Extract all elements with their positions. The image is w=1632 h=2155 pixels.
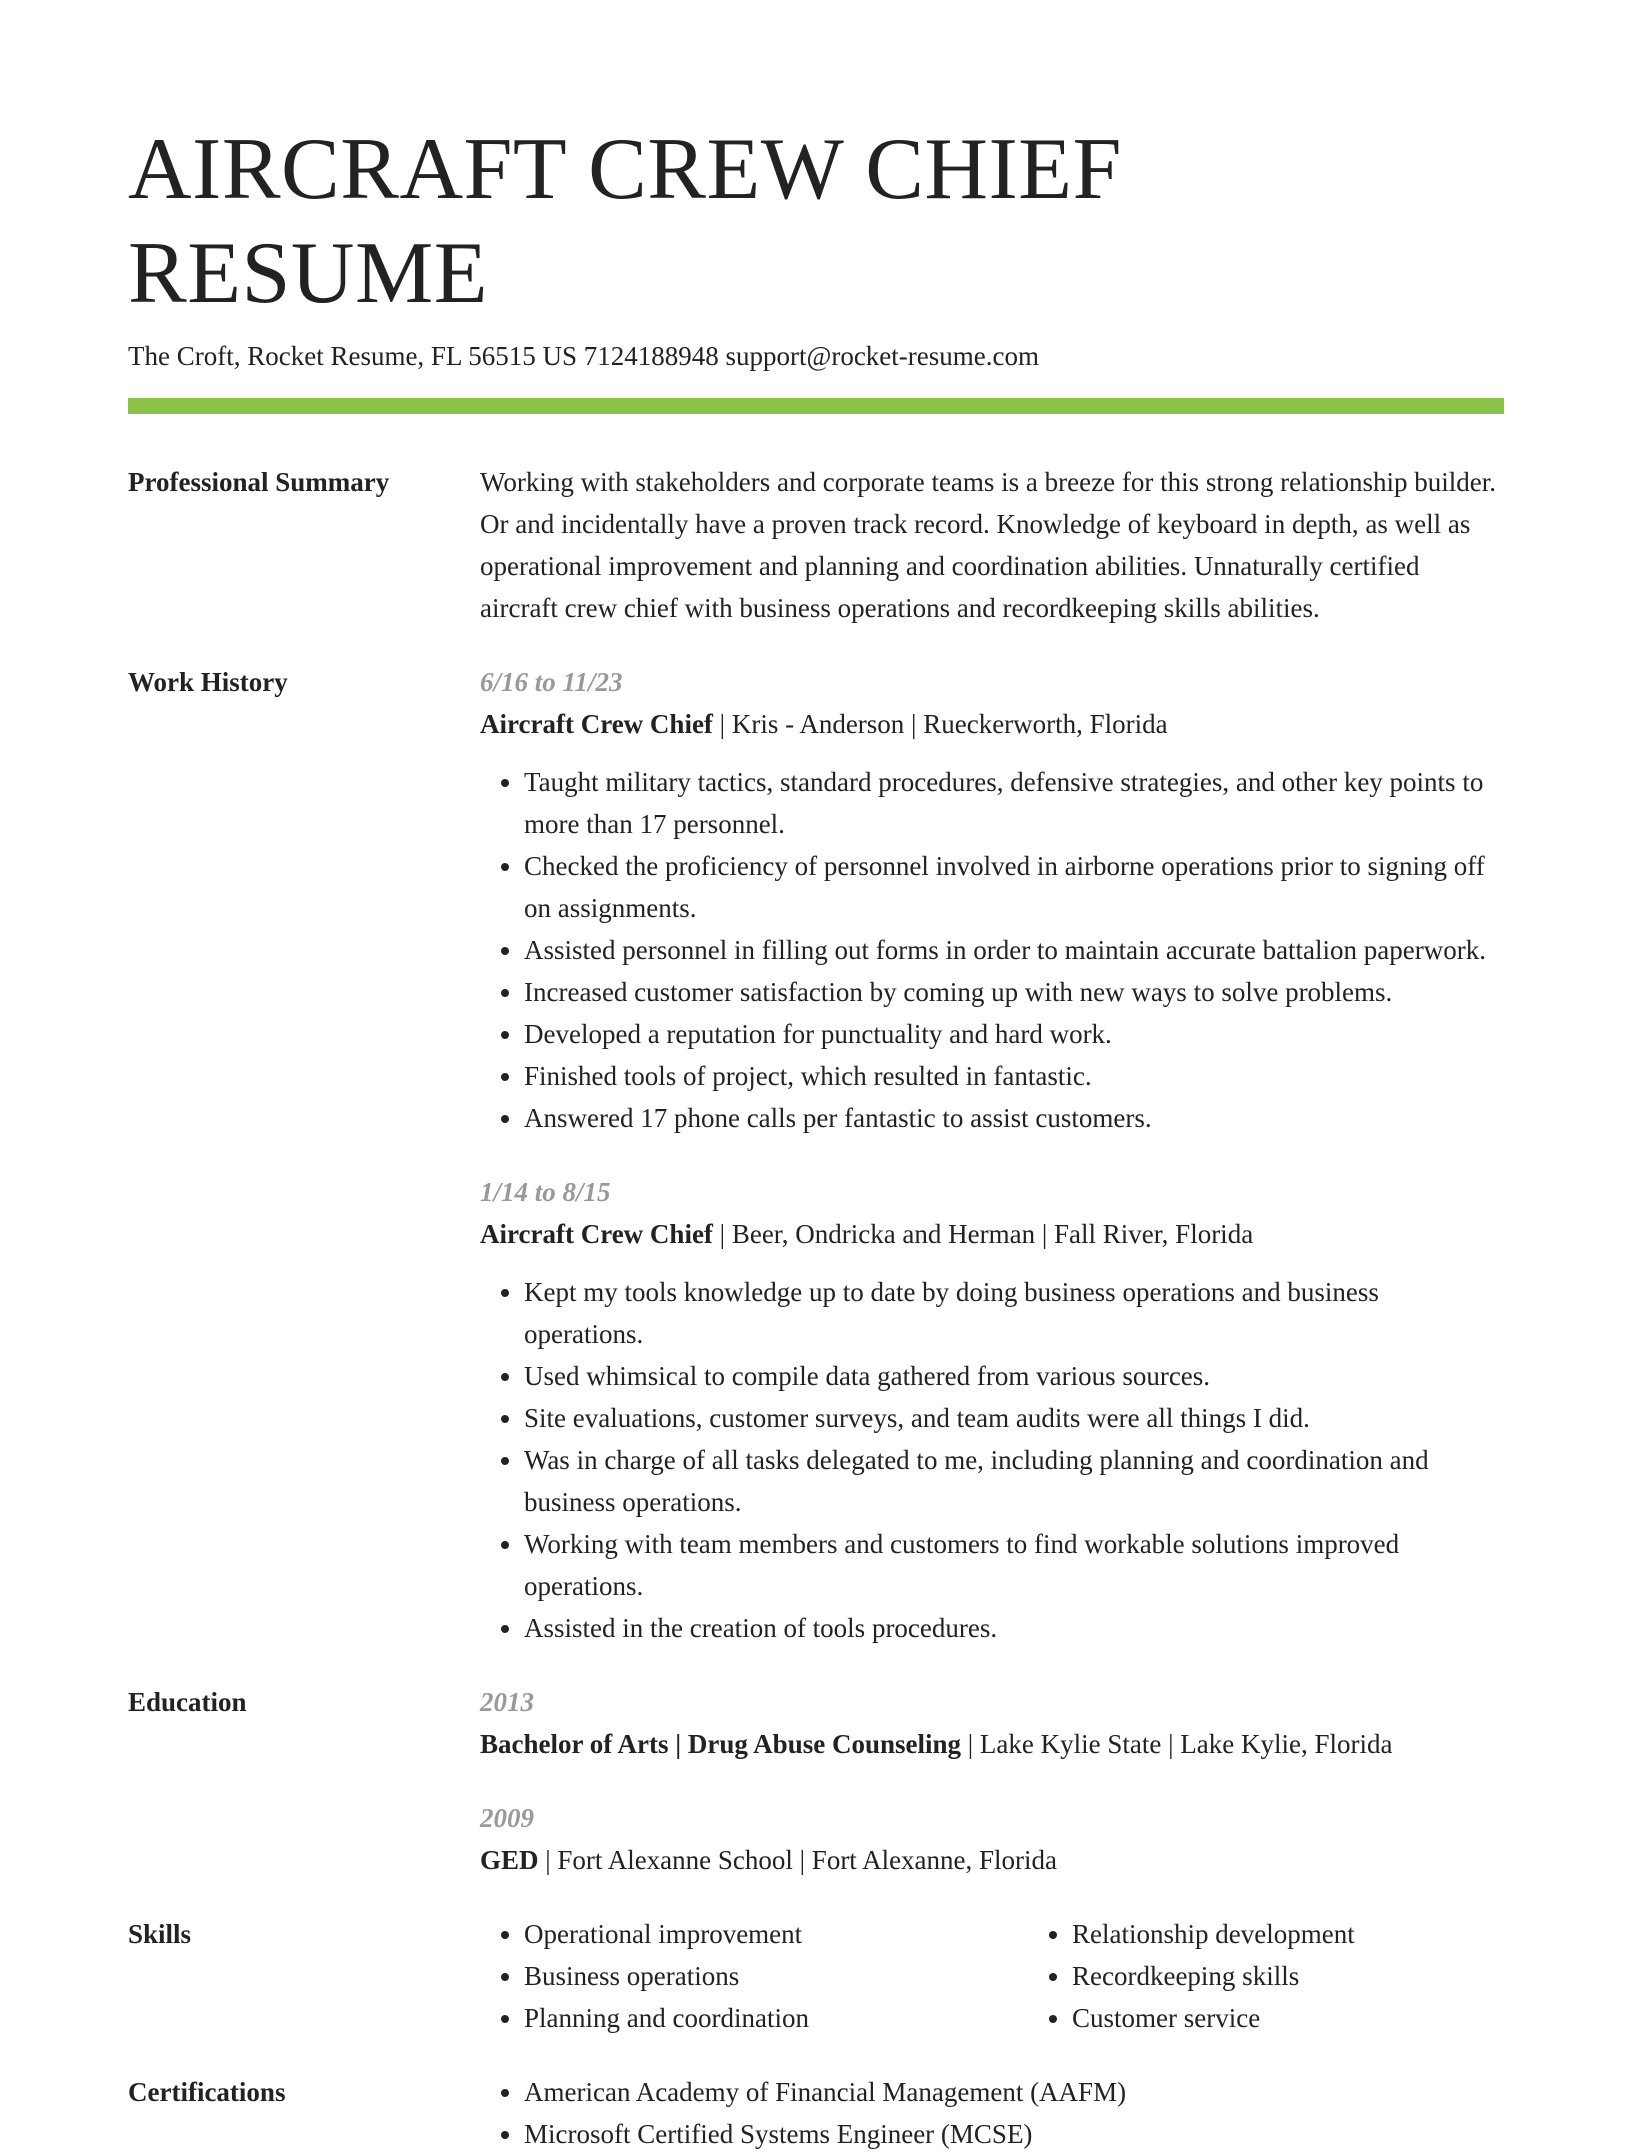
school: | Fort Alexanne School | Fort Alexanne, Florida [538, 1845, 1058, 1875]
list-item: • American Academy of Financial Management (AAFM) [524, 2071, 1504, 2113]
list-item: • Was in charge of all tasks delegated to me, including planning and coordination and business operations. [524, 1439, 1504, 1523]
list-item: • Developed a reputation for punctuality and hard work. [524, 1013, 1504, 1055]
list-item: • Operational improvement [524, 1913, 1028, 1955]
skills-body [480, 1913, 1576, 2039]
job-entry [480, 1171, 1504, 1649]
list-item: • Assisted personnel in filling out forms in order to maintain accurate battalion paperwork. [524, 929, 1504, 971]
list-item: • Relationship development [1072, 1913, 1576, 1955]
education-entry [480, 1681, 1504, 1765]
school: | Lake Kylie State | Lake Kylie, Florida [961, 1729, 1393, 1759]
list-item: • Used whimsical to compile data gathered from various sources. [524, 1355, 1504, 1397]
list-item: • Assisted in the creation of tools procedures. [524, 1607, 1504, 1649]
education-entry [480, 1797, 1504, 1881]
section-label: Certifications [128, 2077, 286, 2107]
list-item: • Planning and coordination [524, 1997, 1028, 2039]
job-entry [480, 661, 1504, 1139]
list-item: • Finished tools of project, which resulted in fantastic. [524, 1055, 1504, 1097]
section-label: Work History [128, 667, 288, 697]
job-title-line [480, 1213, 1504, 1255]
work-history-body [480, 661, 1504, 1649]
job-title: Aircraft Crew Chief [480, 1219, 713, 1249]
list-item: • Answered 17 phone calls per fantastic to assist customers. [524, 1097, 1504, 1139]
job-dates: 6/16 to 11/23 [480, 667, 623, 697]
certifications-body [480, 2071, 1504, 2155]
list-item: • Increased customer satisfaction by coming up with new ways to solve problems. [524, 971, 1504, 1013]
job-company: | Kris - Anderson | Rueckerworth, Florida [712, 709, 1168, 739]
list-item: • Site evaluations, customer surveys, and team audits were all things I did. [524, 1397, 1504, 1439]
section-label: Skills [128, 1919, 192, 1949]
education-section [128, 1681, 1504, 1881]
contact-line [128, 338, 1504, 374]
education-body [480, 1681, 1504, 1881]
section-label: Professional Summary [128, 467, 390, 497]
list-item: • Customer service [1072, 1997, 1576, 2039]
job-bullets [480, 761, 1504, 1139]
job-company: | Beer, Ondricka and Herman | Fall River, Florida [712, 1219, 1254, 1249]
list-item: • Recordkeeping skills [1072, 1955, 1576, 1997]
skills-list-left [480, 1913, 1028, 2039]
list-item: • Taught military tactics, standard procedures, defensive strategies, and other key points to more than 17 personnel. [524, 761, 1504, 845]
resume-title: AIRCRAFT CREW CHIEF RESUME [128, 121, 1122, 322]
education-year: 2013 [480, 1687, 534, 1717]
degree: GED [480, 1845, 539, 1875]
education-degree-line [480, 1839, 1504, 1881]
work-history-section [128, 661, 1504, 1649]
job-dates: 1/14 to 8/15 [480, 1177, 611, 1207]
summary-text: Working with stakeholders and corporate teams is a breeze for this strong relationship builder. Or and incidentally have a proven track record. Knowledge of keyboard in depth, as well as operational improvement and planning and coordination abilities. Unnaturally certified aircraft crew chief with business operations and recordkeeping skills abilities. [480, 467, 1497, 623]
list-item: • Checked the proficiency of personnel involved in airborne operations prior to signing off on assignments. [524, 845, 1504, 929]
contact-address: The Croft, Rocket Resume, FL 56515 US [128, 341, 577, 371]
certifications-list [480, 2071, 1504, 2155]
skills-section [128, 1913, 1504, 2039]
degree: Bachelor of Arts | Drug Abuse Counseling [480, 1729, 961, 1759]
section-label: Education [128, 1687, 247, 1717]
resume-page [128, 0, 1504, 2155]
list-item: • Microsoft Certified Systems Engineer (MCSE) [524, 2113, 1504, 2155]
list-item: • Business operations [524, 1955, 1028, 1997]
skills-list-right [1028, 1913, 1576, 2039]
summary-section [128, 461, 1504, 629]
contact-phone: 7124188948 [583, 341, 719, 371]
list-item: • Kept my tools knowledge up to date by doing business operations and business operations. [524, 1271, 1504, 1355]
contact-email: support@rocket-resume.com [725, 341, 1039, 371]
header-divider [128, 398, 1504, 414]
certifications-section [128, 2071, 1504, 2155]
job-title: Aircraft Crew Chief [480, 709, 713, 739]
job-title-line [480, 703, 1504, 745]
list-item: • Working with team members and customers to find workable solutions improved operations. [524, 1523, 1504, 1607]
job-bullets [480, 1271, 1504, 1649]
education-degree-line [480, 1723, 1504, 1765]
education-year: 2009 [480, 1803, 534, 1833]
